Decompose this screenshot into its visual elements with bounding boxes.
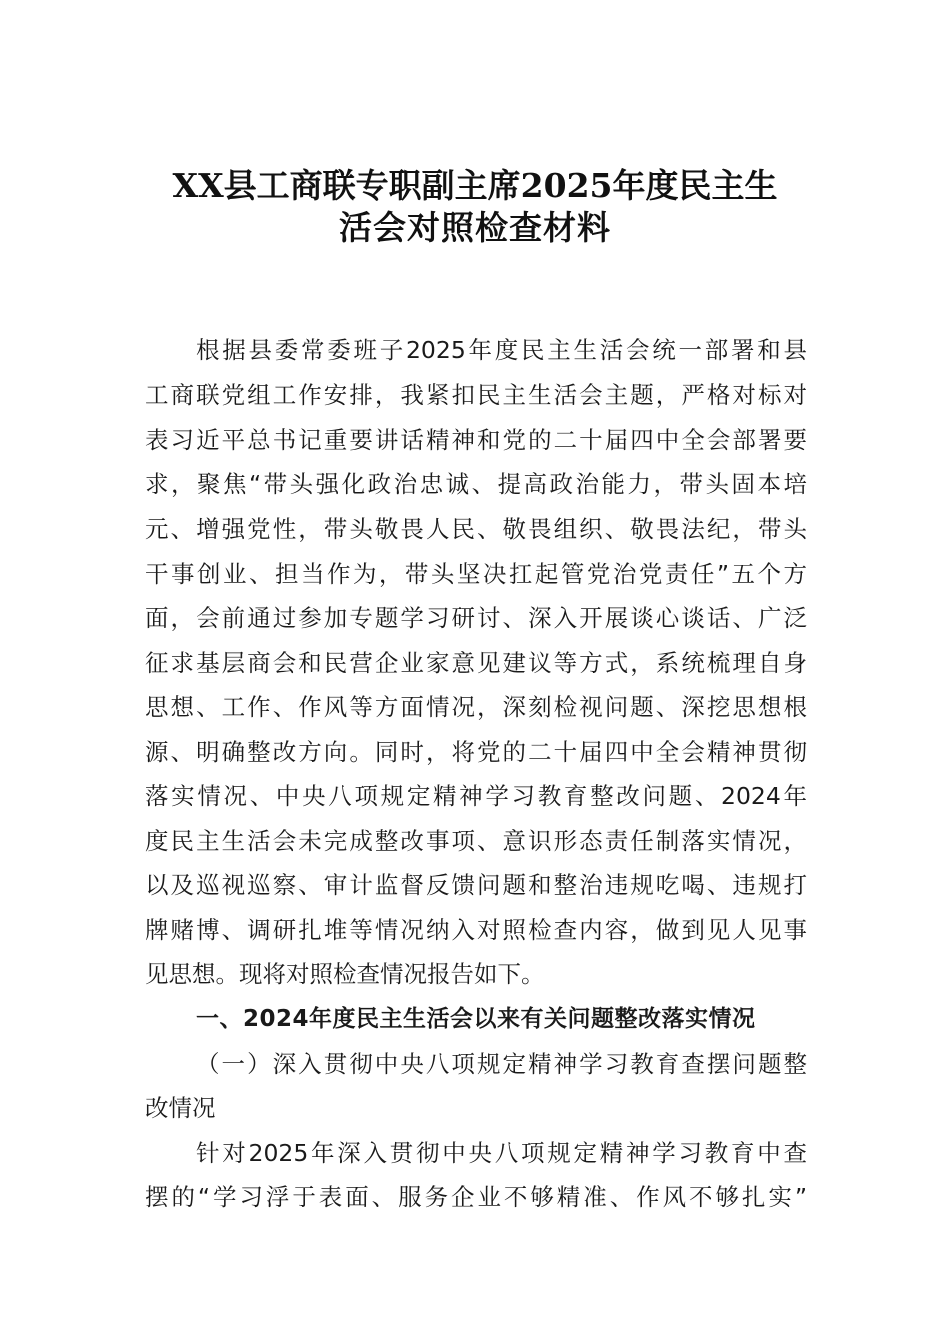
intro-line-3: 表习近平总书记重要讲话精神和党的二十届四中全会部署要 [145, 426, 807, 454]
intro-line-12: 度民主生活会未完成整改事项、意识形态责任制落实情况， [145, 827, 807, 855]
document-title-line-2-text: 活会对照检查材料 [339, 208, 611, 247]
intro-line-1: 根据县委常委班子2025年度民主生活会统一部署和县 [196, 336, 807, 364]
intro-line-7: 面，会前通过参加专题学习研讨、深入开展谈心谈话、广泛 [145, 604, 807, 632]
intro-line-4: 求，聚焦“带头强化政治忠诚、提高政治能力，带头固本培 [145, 470, 807, 498]
intro-line-5: 元、增强党性，带头敬畏人民、敬畏组织、敬畏法纪，带头 [145, 515, 807, 543]
intro-line-8: 征求基层商会和民营企业家意见建议等方式，系统梳理自身 [145, 649, 807, 677]
document-title-line-1: XX县工商联专职副主席2025年度民主生 [172, 166, 778, 205]
subsection-1-heading-line-1: （一）深入贯彻中央八项规定精神学习教育查摆问题整 [196, 1050, 807, 1078]
intro-line-6: 干事创业、担当作为，带头坚决扛起管党治党责任”五个方 [145, 560, 807, 588]
section-1-heading: 一、2024年度民主生活会以来有关问题整改落实情况 [196, 1006, 756, 1032]
intro-line-10: 源、明确整改方向。同时，将党的二十届四中全会精神贯彻 [145, 738, 807, 766]
intro-line-15: 见思想。现将对照检查情况报告如下。 [145, 960, 545, 988]
document-title-line-2 [145, 208, 805, 248]
intro-line-11: 落实情况、中央八项规定精神学习教育整改问题、2024年 [145, 782, 807, 810]
intro-line-14: 牌赌博、调研扎堆等情况纳入对照检查内容，做到见人见事 [145, 916, 807, 944]
intro-line-9: 思想、工作、作风等方面情况，深刻检视问题、深挖思想根 [145, 693, 807, 721]
subsection-1-body-line-1: 针对2025年深入贯彻中央八项规定精神学习教育中查 [196, 1139, 807, 1167]
intro-line-2: 工商联党组工作安排，我紧扣民主生活会主题，严格对标对 [145, 381, 807, 409]
subsection-1-heading-line-2: 改情况 [145, 1094, 216, 1122]
subsection-1-body-line-2: 摆的“学习浮于表面、服务企业不够精准、作风不够扎实” [145, 1183, 807, 1211]
intro-line-13: 以及巡视巡察、审计监督反馈问题和整治违规吃喝、违规打 [145, 871, 807, 899]
